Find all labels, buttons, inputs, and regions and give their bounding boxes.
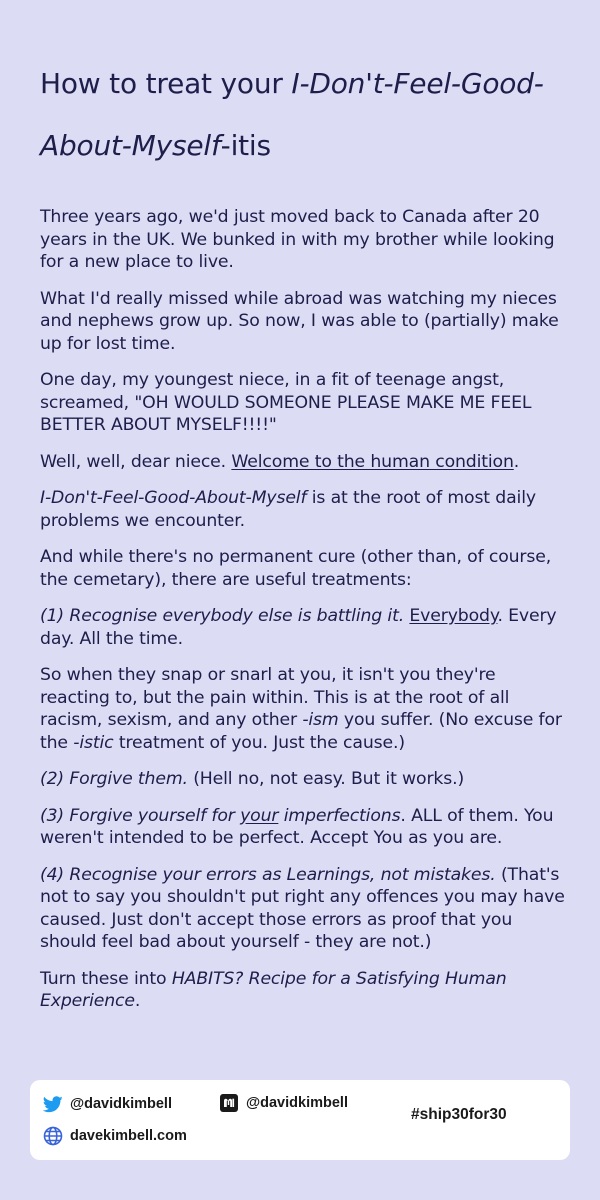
paragraph-2: What I'd really missed while abroad was watching my nieces and nephews grow up. So now, I was able to (partially) make up for lost time. <box>40 288 559 354</box>
title-italic-text: I-Don't-Feel-Good-About-Myself <box>40 67 544 162</box>
paragraph-4-text: Well, well, dear niece. <box>40 451 232 472</box>
hashtag-text: #ship30for30 <box>411 1106 507 1123</box>
paragraph-12 <box>40 968 570 1013</box>
treatment-1-text: . Every day. All the time. <box>40 606 557 649</box>
paragraph-1: Three years ago, we'd just moved back to Canada after 20 years in the UK. We bunked in with my brother while looking for a new place to live. <box>40 207 555 272</box>
twitter-handle: @davidkimbell <box>70 1096 172 1112</box>
human-condition-link[interactable]: Welcome to the human condition <box>231 451 514 472</box>
paragraph-8-text-c: treatment of you. Just the cause.) <box>113 732 405 753</box>
treatment-4-text: (That's not to say you shouldn't put right any offences you may have caused. Just don't accept those errors as proof that you should feel bad about yourself - they are not.) <box>40 864 565 952</box>
closing-text-a: Turn these into <box>40 968 172 989</box>
treatment-2-italic: (2) Forgive them. <box>40 769 188 789</box>
paragraph-8 <box>40 664 570 754</box>
twitter-link[interactable] <box>42 1093 172 1115</box>
globe-icon <box>42 1125 64 1147</box>
mastodon-handle: @davidkimbell <box>246 1095 348 1111</box>
paragraph-4 <box>40 451 570 474</box>
twitter-bird-icon <box>42 1093 64 1115</box>
article <box>40 0 570 1027</box>
paragraph-8-text-b: you suffer. (No excuse for the <box>40 710 562 753</box>
paragraph-8-italic-istic: -istic <box>73 732 114 753</box>
treatment-1-underlined: Everybody <box>409 606 498 626</box>
paragraph-11 <box>40 864 570 954</box>
paragraph-3: One day, my youngest niece, in a fit of teenage angst, screamed, "OH WOULD SOMEONE PLEASE MAKE ME FEEL BETTER ABOUT MYSELF!!!!" <box>40 370 532 435</box>
treatment-2-text: (Hell no, not easy. But it works.) <box>187 769 465 789</box>
treatment-3-underlined: your <box>240 805 279 826</box>
treatment-3-italic-a: (3) Forgive yourself for <box>40 805 241 826</box>
closing-italic: HABITS? Recipe for a Satisfying Human Experience <box>40 968 507 1011</box>
page-title <box>40 0 570 177</box>
author-footer <box>30 1080 570 1160</box>
treatment-3-text: . ALL of them. You weren't intended to be perfect. Accept You as you are. <box>40 805 554 848</box>
title-suffix-text: -itis <box>220 129 271 162</box>
website-url: davekimbell.com <box>70 1128 187 1144</box>
closing-text-b: . <box>134 991 141 1011</box>
paragraph-5-italic: I-Don't-Feel-Good-About-Myself <box>40 488 307 508</box>
mastodon-link[interactable] <box>218 1092 348 1114</box>
treatment-4-italic: (4) Recognise your errors as Learnings, not mistakes. <box>40 864 496 885</box>
website-link[interactable] <box>42 1125 187 1147</box>
paragraph-4-end: . <box>513 451 520 472</box>
paragraph-5-text: is at the root of most daily problems we encounter. <box>40 488 536 531</box>
paragraph-10 <box>40 805 570 850</box>
treatment-3-italic-b: imperfections <box>278 805 401 826</box>
treatment-1-italic: (1) Recognise everybody else is battling it. <box>40 606 410 626</box>
paragraph-5 <box>40 487 570 532</box>
paragraph-8-text-a: So when they snap or snarl at you, it isn't you they're reacting to, but the pain within. This is at the root of all racism, sexism, and any other <box>40 665 510 730</box>
paragraph-9 <box>40 768 570 791</box>
paragraph-7 <box>40 605 570 650</box>
article-body <box>40 206 570 1013</box>
mastodon-icon <box>218 1092 240 1114</box>
paragraph-6: And while there's no permanent cure (other than, of course, the cemetary), there are useful treatments: <box>40 547 552 590</box>
paragraph-8-italic-ism: -ism <box>302 710 339 730</box>
title-text: How to treat your <box>40 67 292 100</box>
hashtag <box>411 1106 507 1124</box>
